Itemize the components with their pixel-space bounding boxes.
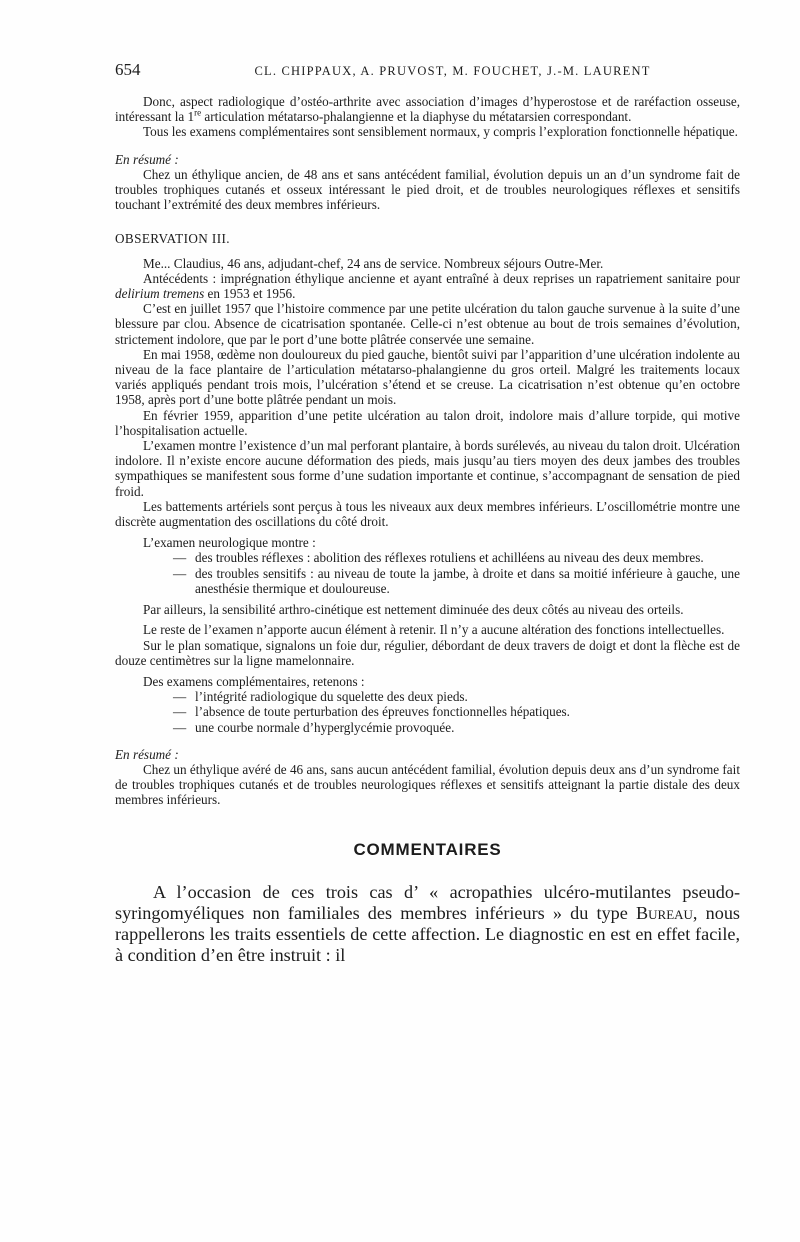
comp-list xyxy=(115,689,740,735)
list-item: — des troubles sensitifs : au niveau de toute la jambe, à droite et dans sa moitié inférieure à gauche, une anesthésie thermique et douloureuse. xyxy=(173,566,740,596)
list-item: — une courbe normale d’hyperglycémie provoquée. xyxy=(173,720,740,735)
resume-text-1: Chez un éthylique ancien, de 48 ans et sans antécédent familial, évolution depuis un an d’un syndrome fait de troubles trophiques cutanés et osseux intéressant le pied droit, et de troubles neurologiques réflexes et sensitifs touchant l’extrémité des deux membres inférieurs. xyxy=(115,166,740,213)
running-head: CL. CHIPPAUX, A. PRUVOST, M. FOUCHET, J.-M. LAURENT xyxy=(254,64,651,78)
list-item: — l’intégrité radiologique du squelette des deux pieds. xyxy=(173,689,740,704)
commentaires-paragraph: A l’occasion de ces trois cas d’ « acropathies ulcéro-mutilantes pseudo-syringomyéliques non familiales des membres inférieurs » du type Bureau, nous rappellerons les traits essentiels de cette affection. Le diagnostic en est en effet facile, à condition d’en être instruit : il xyxy=(115,881,740,965)
intro-paragraph-1: Donc, aspect radiologique d’ostéo-arthrite avec association d’images d’hyperostose et de raréfaction osseuse, intéressant la 1re articulation métatarso-phalangienne et la diaphyse du métatarsien correspondant. xyxy=(115,94,740,125)
obs-paragraph-6: L’examen montre l’existence d’un mal perforant plantaire, à bords surélevés, au niveau du talon droit. Ulcération indolore. Il n’existe encore aucune déformation des pieds, mais jusqu’au tiers moyen des deux jambes des troubles sympathiques se manifestent sous forme d’une sudation importante et continue, s’accompagnant de sensation de pied froid. xyxy=(115,438,740,499)
comp-intro: Des examens complémentaires, retenons : xyxy=(143,673,365,689)
page-number: 654 xyxy=(115,60,141,79)
obs-paragraph-3: C’est en juillet 1957 que l’histoire commence par une petite ulcération du talon gauche survenue à la suite d’une blessure par clou. Absence de cicatrisation spontanée. Celle-ci n’est obtenue au bout de trois semaines d’évolution, strictement indolore, que par le port d’une botte plâtrée conservée une semaine. xyxy=(115,301,740,347)
observation-heading: OBSERVATION III. xyxy=(115,231,230,247)
neuro-intro: L’examen neurologique montre : xyxy=(143,535,316,551)
resume-label-2: En résumé : xyxy=(115,746,179,762)
resume-label-1: En résumé : xyxy=(115,151,179,167)
page-header xyxy=(115,60,740,94)
section-title-commentaires: COMMENTAIRES xyxy=(353,839,502,859)
list-item: — l’absence de toute perturbation des épreuves fonctionnelles hépatiques. xyxy=(173,704,740,719)
obs-paragraph-10: Sur le plan somatique, signalons un foie dur, régulier, débordant de deux travers de doigt et dont la flèche est de douze centimètres sur la ligne mamelonnaire. xyxy=(115,637,740,668)
obs-paragraph-8: Par ailleurs, la sensibilité arthro-cinétique est nettement diminuée des deux côtés au niveau des orteils. xyxy=(143,602,684,618)
intro-paragraph-2: Tous les examens complémentaires sont sensiblement normaux, y compris l’exploration fonctionnelle hépatique. xyxy=(143,124,738,140)
page xyxy=(115,60,740,966)
obs-paragraph-5: En février 1959, apparition d’une petite ulcération au talon droit, indolore mais d’allure torpide, qui motive l’hospitalisation actuelle. xyxy=(115,407,740,438)
obs-paragraph-9: Le reste de l’examen n’apporte aucun élément à retenir. Il n’y a aucune altération des fonctions intellectuelles. xyxy=(143,622,725,638)
obs-paragraph-7: Les battements artériels sont perçus à tous les niveaux aux deux membres inférieurs. L’oscillométrie montre une discrète augmentation des oscillations du côté droit. xyxy=(115,498,740,530)
neuro-list xyxy=(115,550,740,596)
list-item: — des troubles réflexes : abolition des réflexes rotuliens et achilléens au niveau des deux membres. xyxy=(173,550,740,565)
obs-paragraph-4: En mai 1958, œdème non douloureux du pied gauche, bientôt suivi par l’apparition d’une ulcération indolente au niveau de la face plantaire de l’articulation métatarso-phalangienne du gros orteil. Malgré les traitements locaux variés appliqués pendant trois mois, l’ulcération s’étend et se creuse. La cicatrisation n’est obtenue qu’en octobre 1958, après port d’une botte plâtrée pendant un mois. xyxy=(115,346,740,408)
resume-text-2: Chez un éthylique avéré de 46 ans, sans aucun antécédent familial, évolution depuis deux ans d’un syndrome fait de troubles trophiques cutanés et de troubles neurologiques réflexes et sensitifs atteignant la partie distale des deux membres inférieurs. xyxy=(115,761,740,808)
obs-paragraph-2: Antécédents : imprégnation éthylique ancienne et ayant entraîné à deux reprises un rapatriement sanitaire pour delirium tremens en 1953 et 1956. xyxy=(115,270,740,302)
obs-paragraph-1: Me... Claudius, 46 ans, adjudant-chef, 24 ans de service. Nombreux séjours Outre-Mer. xyxy=(143,255,604,271)
